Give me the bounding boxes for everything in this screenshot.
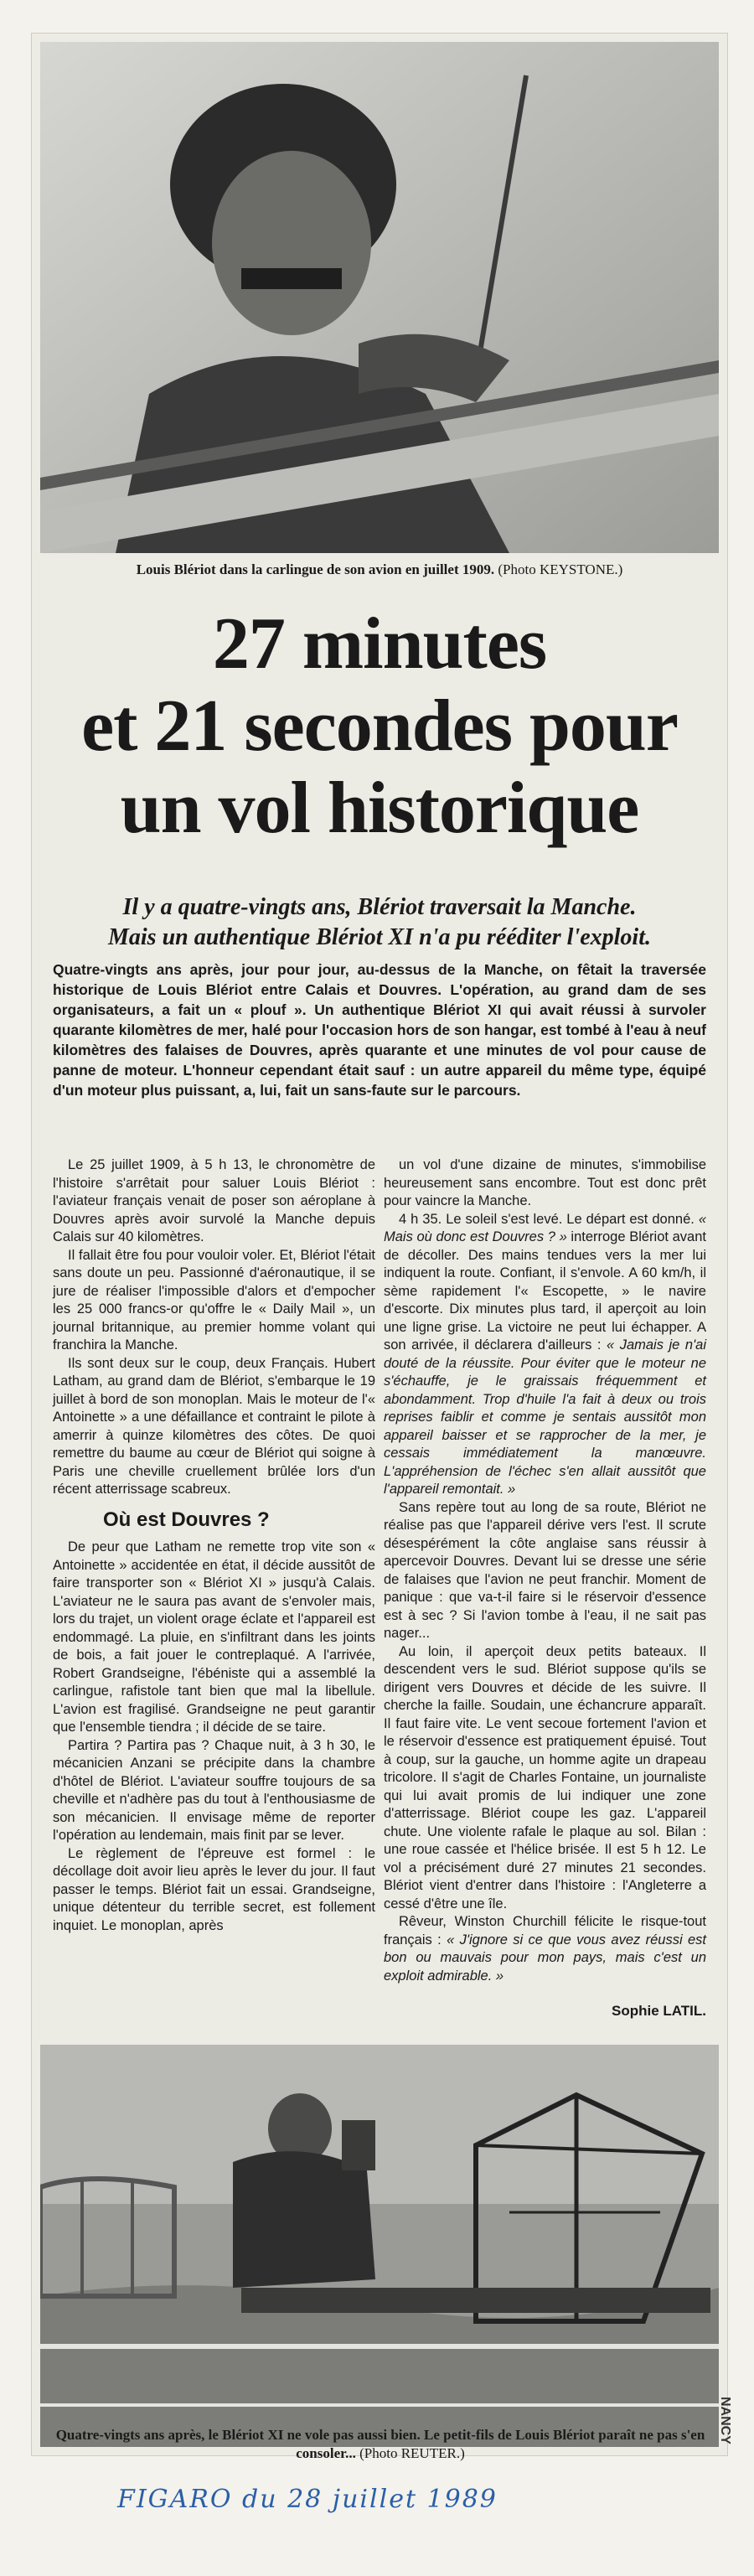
- quote-text: « J'ignore si ce que vous avez réussi est bon ou mauvais pour mon pays, mais c'est un exploit admirable. »: [384, 1932, 706, 1984]
- headline: [32, 603, 727, 850]
- headline-line-2: et 21 secondes pour: [81, 685, 678, 767]
- margin-stamp: NANCY: [718, 2397, 732, 2444]
- bleriot-xi-water-photo: [40, 2045, 719, 2447]
- headline-line-1: 27 minutes: [212, 603, 547, 685]
- bottom-caption-credit: (Photo REUTER.): [359, 2445, 465, 2461]
- paragraph-text: 4 h 35. Le soleil s'est levé. Le départ est donné.: [399, 1211, 699, 1227]
- subheadline: [32, 892, 727, 953]
- paragraph-text: Rêveur, Winston Churchill félicite le risque-tout français :: [384, 1914, 706, 1948]
- bleriot-cockpit-photo: [40, 42, 719, 553]
- article-paragraph: un vol d'une dizaine de minutes, s'immobilise heureusement sans encombre. Tout est donc prêt pour vaincre la Manche.: [384, 1157, 706, 1208]
- article-column-left: [53, 1156, 375, 1935]
- article-paragraph: Au loin, il aperçoit deux petits bateaux. Il descendent vers le sud. Blériot suppose qu'ils se dirigent vers Douvres et décide de les suivre. Il cherche la faille. Soudain, une échancrure apparaît. Il faut faire vite. Le vent secoue fortement l'avion et le réservoir d'essence est pratiquement épuisé. Tout à coup, sur la gauche, un homme agite un drapeau tricolore. Il s'agit de Charles Fontaine, un journaliste qui lui avait promis de lui indiquer une zone d'atterrissage. Blériot coupe les gaz. L'appareil chute. Une violente rafale le plaque au sol. Bilan : une roue cassée et l'hélice brisée. Il est 5 h 12. Le vol a précisément duré 27 minutes 21 secondes. Blériot vient d'entrer dans l'histoire : l'Angleterre a cessé d'être une île.: [384, 1643, 706, 1911]
- newspaper-clipping: [32, 34, 727, 2455]
- section-subheading: Où est Douvres ?: [103, 1508, 270, 1531]
- quote-text: « Jamais je n'ai douté de la réussite. Pour éviter que le moteur ne s'échauffe, je le graissais fréquemment et abondamment. Trop d'huile l'a fait à deux ou trois reprises faiblir et comme je sentais aussitôt mon appareil baisser et se rapprocher de la mer, je cessais immédiatement la manœuvre. L'appréhension de l'échec s'en allait aussitôt que l'appareil remontait. »: [384, 1337, 706, 1497]
- article-paragraph: Le règlement de l'épreuve est formel : le décollage doit avoir lieu après le lever du jour. Il faut passer le temps. Blériot fait un essai. Grandseigne, unique détenteur du terrible secret, est follement inquiet. Le monoplan, après: [53, 1845, 375, 1933]
- lede-paragraph: Quatre-vingts ans après, jour pour jour, au-dessus de la Manche, on fêtait la traversée historique de Louis Blériot entre Calais et Douvres. L'opération, au grand dam de ses organisateurs, a fait un « plouf ». Un authentique Blériot XI qui avait réussi à survoler quarante kilomètres de mer, halé pour l'occasion hors de son hangar, est tombé à l'eau à neuf kilomètres des falaises de Douvres, après quarante et une minutes de vol pour cause de panne de moteur. L'honneur cependant était sauf : un autre appareil du même type, équipé d'un moteur plus puissant, a, lui, fait un sans-faute sur le parcours.: [53, 961, 706, 1099]
- subhead-line-1: Il y a quatre-vingts ans, Blériot traversait la Manche.: [122, 894, 637, 920]
- article-paragraph: Le 25 juillet 1909, à 5 h 13, le chronomètre de l'histoire s'arrêtait pour saluer Louis Blériot : l'aviateur français venait de poser son aéroplane à Douvres après avoir survolé la Manche depuis Calais sur 40 kilomètres.: [53, 1157, 375, 1244]
- top-photo-caption: [40, 561, 719, 578]
- top-caption-credit: (Photo KEYSTONE.): [498, 561, 623, 577]
- subhead-line-2: Mais un authentique Blériot XI n'a pu rééditer l'exploit.: [108, 924, 651, 950]
- bleriot-xi-water-image: [40, 2045, 719, 2447]
- article-paragraph: De peur que Latham ne remette trop vite son « Antoinette » accidentée en état, il décide aussitôt de faire transporter son « Blériot XI » jusqu'à Calais. L'aviateur ne le saura pas avant de s'envoler mais, lors du trajet, un violent orage éclate et l'appareil est endommagé. La pluie, en s'infiltrant dans les joints de bois, a fait jouer le contreplaqué. A l'arrivée, Robert Grandseigne, l'ébéniste qui a assemblé la carlingue, rafistole tant bien que mal la libellule. L'avion est fragilisé. Grandseigne ne peut garantir que l'ensemble tiendra ; il décide de se taire.: [53, 1539, 375, 1735]
- article-paragraph: Ils sont deux sur le coup, deux Français. Hubert Latham, au grand dam de Blériot, s'embarque le 19 juillet à bord de son monoplan. Mais le moteur de l'« Antoinette » a une défaillance et contraint le pilote à amerrir à quinze kilomètres des côtes. De quoi remettre du baume au cœur de Blériot qui soigne à Paris une cheville cruellement brûlée lors d'un récent atterrissage scabreux.: [53, 1355, 375, 1497]
- bottom-caption-text: Quatre-vingts ans après, le Blériot XI ne vole pas aussi bien. Le petit-fils de Louis Blériot paraît ne pas s'en consoler...: [55, 2427, 705, 2461]
- headline-line-3: un vol historique: [120, 768, 639, 849]
- article-paragraph: Partira ? Partira pas ? Chaque nuit, à 3 h 30, le mécanicien Anzani se précipite dans la chambre d'hôtel de Blériot. L'aviateur souffre toujours de sa cheville et n'adhère pas du tout à l'enthousiasme de son mécanicien. Il envisage même de reporter l'opération au lendemain, mais finit par se lever.: [53, 1737, 375, 1843]
- article-paragraph: [384, 1913, 706, 1985]
- bottom-photo-caption: [40, 2426, 720, 2463]
- article-paragraph: Sans repère tout au long de sa route, Blériot ne réalise pas que l'appareil dérive vers l'est. Il scrute désespérément la côte anglaise sans réussir à apercevoir Douvres. Devant lui se dresse une série de falaises que l'avion ne peut franchir. Moment de panique : que va-t-il faire si le réservoir d'essence est à sec ? Si l'avion tombe à l'eau, il ne sait pas nager...: [384, 1499, 706, 1641]
- quote-text: « Mais où donc est Douvres ? »: [384, 1211, 706, 1244]
- article-column-right: [384, 1156, 706, 2020]
- top-caption-text: Louis Blériot dans la carlingue de son avion en juillet 1909.: [136, 561, 495, 577]
- paragraph-text: interroge Blériot avant de décoller. Des mains tendues vers la mer lui indiquent la route. Confiant, il s'envole. A 60 km/h, il sème rapidement l'« Escopette, » le navire d'escorte. Dix minutes plus tard, il aperçoit au loin une ligne grise. La victoire ne peut lui échapper. A son arrivée, il déclarera d'ailleurs :: [384, 1229, 706, 1353]
- article-paragraph: [384, 1211, 706, 1499]
- bleriot-cockpit-image: [40, 42, 719, 553]
- handwritten-source-note: FIGARO du 28 juillet 1989: [117, 2485, 498, 2514]
- author-signature: Sophie LATIL.: [611, 2003, 706, 2019]
- article-paragraph: Il fallait être fou pour vouloir voler. Et, Blériot l'était sans doute un peu. Passionné d'aéronautique, il se jure de réaliser l'impossible d'alors et d'empocher les 25 000 francs-or qu'offre le « Daily Mail », un journal britannique, au premier homme volant qui franchira la Manche.: [53, 1247, 375, 1353]
